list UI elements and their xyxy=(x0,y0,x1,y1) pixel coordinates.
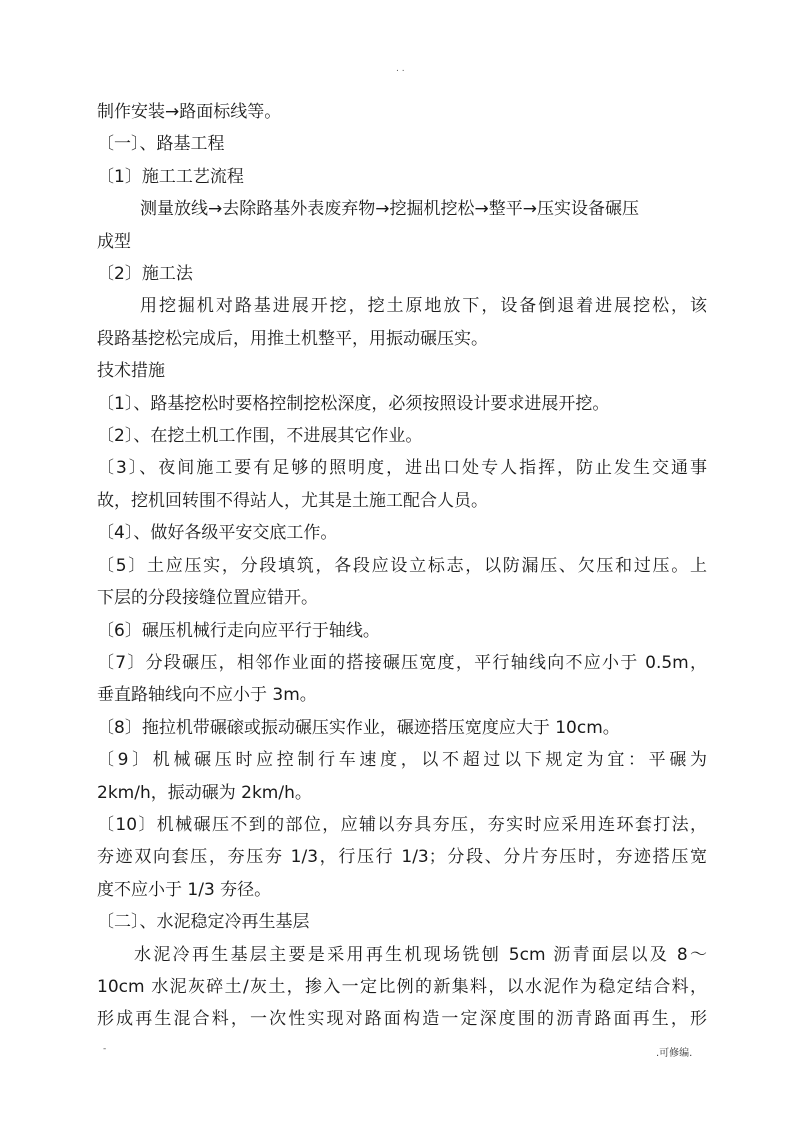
list-item: 〔3〕、夜间施工要有足够的照明度，进出口处专人指挥，防止发生交通事 xyxy=(97,458,707,479)
list-item: 〔5〕土应压实，分段填筑，各段应设立标志，以防漏压、欠压和过压。上 xyxy=(97,555,707,576)
list-item: 〔7〕分段碾压，相邻作业面的搭接碾压宽度，平行轴线向不应小于 0.5m， xyxy=(97,652,707,673)
list-item: 〔9〕机械碾压时应控制行车速度，以不超过以下规定为宜：平碾为 xyxy=(97,750,707,771)
list-item: 〔1〕、路基挖松时要格控制挖松深度，必须按照设计要求进展开挖。 xyxy=(97,393,610,414)
list-item-continued: 故，挖机回转围不得站人，尤其是土施工配合人员。 xyxy=(97,490,488,511)
list-item-continued: 度不应小于 1/3 夯径。 xyxy=(97,879,272,900)
footer-note: .可修编. xyxy=(656,1048,693,1059)
section-heading: 〔二〕、水泥稳定冷再生基层 xyxy=(97,912,310,933)
subsection-heading: 〔1〕施工工艺流程 xyxy=(97,166,244,187)
text-line: 形成再生混合料，一次性实现对路面构造一定深度围的沥青路面再生，形 xyxy=(97,1009,707,1030)
text-line: 测量放线→去除路基外表废弃物→挖掘机挖松→整平→压实设备碾压 xyxy=(140,199,639,220)
section-heading: 〔一〕、路基工程 xyxy=(97,134,225,155)
text-line: 用挖掘机对路基进展开挖，挖土原地放下，设备倒退着进展挖松，该 xyxy=(140,296,707,317)
list-item-continued: 夯迹双向套压，夯压夯 1/3，行压行 1/3；分段、分片夯压时，夯迹搭压宽 xyxy=(97,847,707,868)
text-line: 段路基挖松完成后，用推土机整平，用振动碾压实。 xyxy=(97,328,488,349)
list-item-continued: 下层的分段接缝位置应错开。 xyxy=(97,588,318,609)
list-item: 〔4〕、做好各级平安交底工作。 xyxy=(97,523,338,544)
text-line: 成型 xyxy=(97,231,131,252)
list-item: 〔2〕、在挖土机工作围，不进展其它作业。 xyxy=(97,426,423,447)
list-item-continued: 垂直路轴线向不应小于 3m。 xyxy=(97,685,317,706)
text-line: 制作安装→路面标线等。 xyxy=(97,102,282,122)
subsection-heading: 技术措施 xyxy=(97,361,165,382)
footer-left-mark: - xyxy=(103,1044,107,1054)
document-body xyxy=(97,96,707,1036)
list-item-continued: 2km/h，振动碾为 2km/h。 xyxy=(97,782,312,803)
text-line: 水泥冷再生基层主要是采用再生机现场铣刨 5cm 沥青面层以及 8～ xyxy=(134,944,707,965)
text-line: 10cm 水泥灰碎土/灰土，掺入一定比例的新集料，以水泥作为稳定结合料， xyxy=(97,976,707,997)
header-mark: . . xyxy=(396,64,405,74)
list-item: 〔6〕碾压机械行走向应平行于轴线。 xyxy=(97,620,380,641)
list-item: 〔8〕拖拉机带碾磙或振动碾压实作业，碾迹搭压宽度应大于 10cm。 xyxy=(97,717,620,738)
subsection-heading: 〔2〕施工法 xyxy=(97,264,193,285)
list-item: 〔10〕机械碾压不到的部位，应辅以夯具夯压，夯实时应采用连环套打法， xyxy=(97,814,707,835)
